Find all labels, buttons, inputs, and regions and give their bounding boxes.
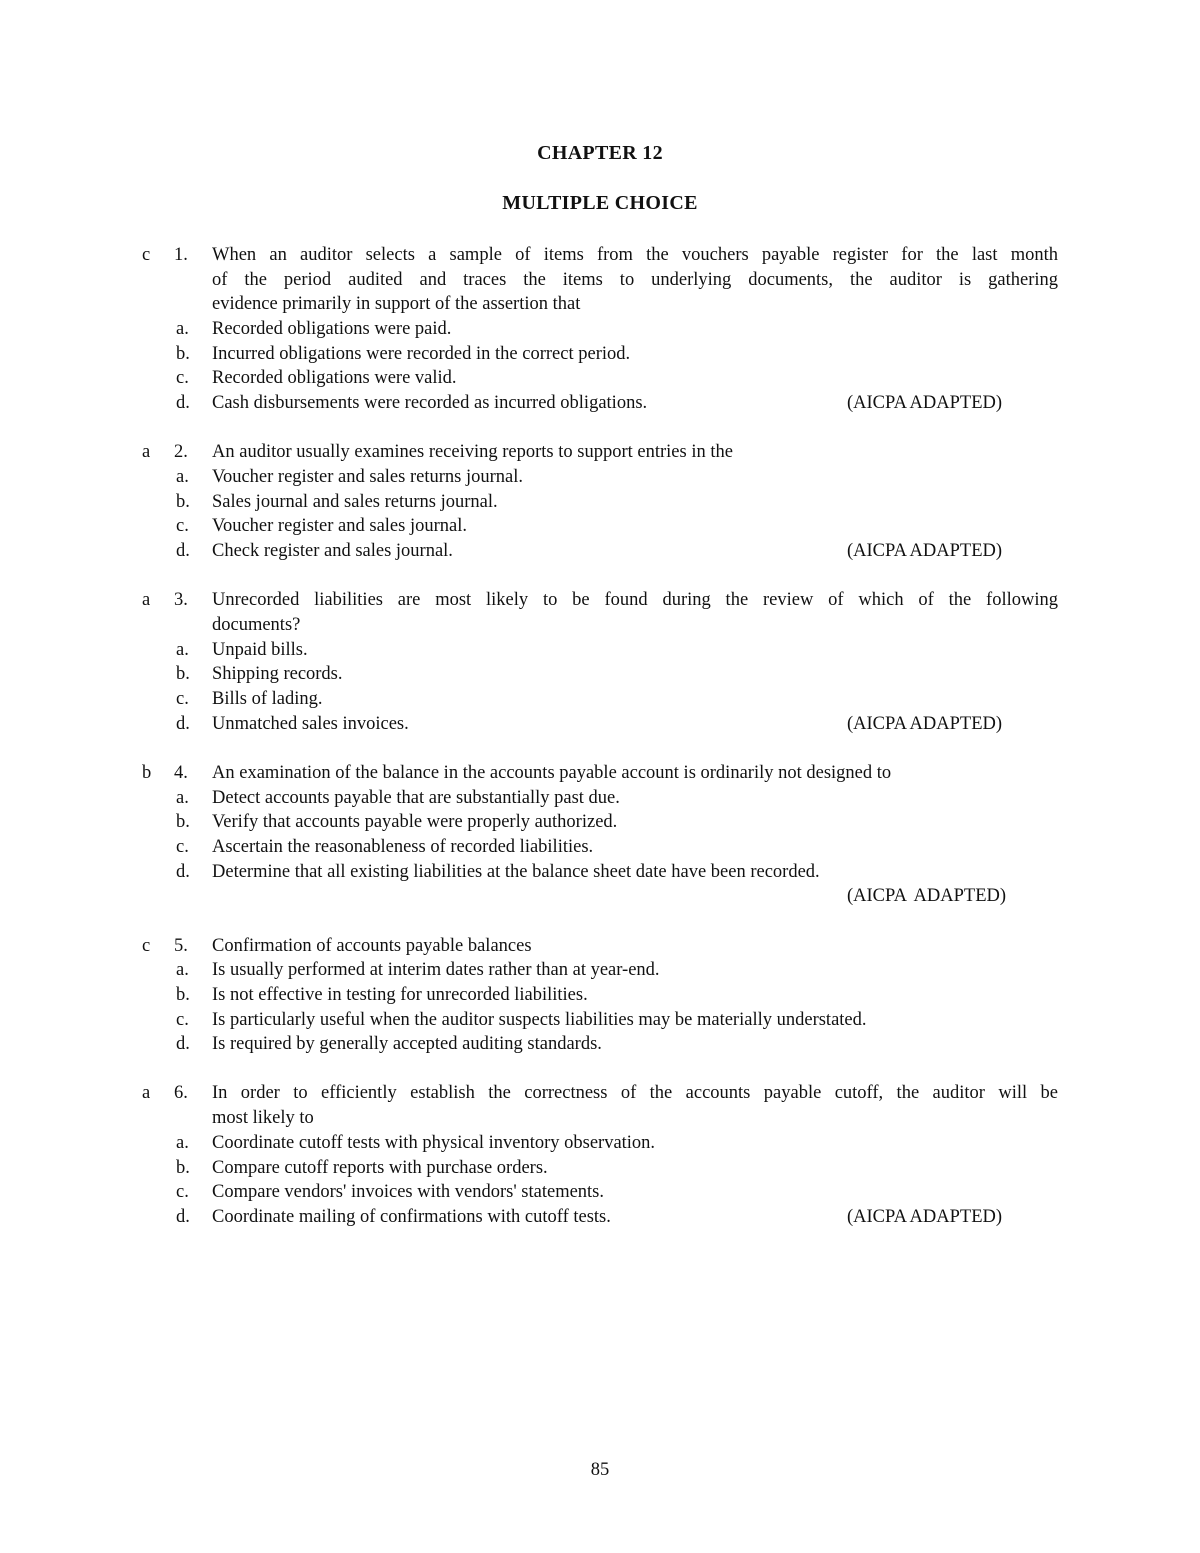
question-stem-text: evidence primarily in support of the assertion that xyxy=(212,294,581,315)
option-text: Voucher register and sales journal. xyxy=(212,516,467,537)
option-text: Incurred obligations were recorded in the correct period. xyxy=(212,343,631,364)
source-note: (AICPA ADAPTED) xyxy=(847,393,1003,414)
option-text: Voucher register and sales returns journal. xyxy=(212,467,523,487)
option-text: Coordinate cutoff tests with physical inventory observation. xyxy=(212,1132,656,1153)
option-letter: c. xyxy=(176,689,189,709)
question-stem-line xyxy=(0,1106,1200,1131)
question-stem-line xyxy=(0,613,1200,638)
answer-key: a xyxy=(142,590,151,611)
option-row xyxy=(0,342,1200,367)
option-letter: c. xyxy=(176,1009,189,1030)
question-item xyxy=(0,588,1200,736)
question-number: 5. xyxy=(174,935,188,956)
option-letter: c. xyxy=(176,1182,189,1203)
option-letter: d. xyxy=(176,1206,190,1227)
option-text: Sales journal and sales returns journal. xyxy=(212,491,498,512)
question-stem-line xyxy=(0,292,1200,317)
question-stem-line xyxy=(0,588,1200,613)
option-letter: c. xyxy=(176,836,189,857)
question-stem-text: documents? xyxy=(212,614,301,635)
question-stem-text: When an auditor selects a sample of items from the vouchers payable register for the last month xyxy=(212,245,1058,265)
question-number: 4. xyxy=(174,762,188,783)
option-row xyxy=(0,983,1200,1008)
answer-key: c xyxy=(142,935,151,956)
question-stem-line xyxy=(0,440,1200,465)
option-text: Recorded obligations were valid. xyxy=(212,368,457,389)
option-row xyxy=(0,712,1200,737)
option-letter: d. xyxy=(176,1034,190,1055)
option-text: Is usually performed at interim dates rather than at year-end. xyxy=(212,960,660,981)
option-row xyxy=(0,1205,1200,1230)
question-stem-text: In order to efficiently establish the correctness of the accounts payable cutoff, the auditor will be xyxy=(212,1083,1058,1104)
option-row xyxy=(0,1180,1200,1205)
option-letter: b. xyxy=(176,1157,190,1178)
option-text: Compare cutoff reports with purchase orders. xyxy=(212,1157,548,1178)
option-letter: d. xyxy=(176,393,190,414)
option-text: Verify that accounts payable were properly authorized. xyxy=(212,812,618,833)
question-list xyxy=(0,243,1200,1254)
option-letter: c. xyxy=(176,368,189,389)
question-item xyxy=(0,243,1200,416)
option-row xyxy=(0,514,1200,539)
question-stem-text: An examination of the balance in the accounts payable account is ordinarily not designed to xyxy=(212,762,892,783)
option-text: Determine that all existing liabilities at the balance sheet date have been recorded. xyxy=(212,861,820,882)
question-item xyxy=(0,1081,1200,1229)
option-row xyxy=(0,1156,1200,1181)
option-text: Cash disbursements were recorded as incurred obligations. xyxy=(212,393,648,414)
source-note: (AICPA ADAPTED) xyxy=(847,886,1007,907)
question-item xyxy=(0,761,1200,909)
answer-key: c xyxy=(142,245,151,265)
option-letter: c. xyxy=(176,516,189,537)
option-row xyxy=(0,391,1200,416)
option-letter: b. xyxy=(176,664,190,685)
option-text: Recorded obligations were paid. xyxy=(212,319,452,340)
question-item xyxy=(0,934,1200,1057)
option-letter: a. xyxy=(176,1132,189,1153)
option-text: Unmatched sales invoices. xyxy=(212,713,409,734)
source-row xyxy=(0,884,1200,909)
question-stem-text: most likely to xyxy=(212,1108,314,1129)
answer-key: a xyxy=(142,442,151,463)
option-letter: b. xyxy=(176,491,190,512)
option-text: Check register and sales journal. xyxy=(212,541,453,562)
option-text: Detect accounts payable that are substantially past due. xyxy=(212,787,620,808)
question-stem-line xyxy=(0,934,1200,959)
question-stem-line xyxy=(0,761,1200,786)
source-note: (AICPA ADAPTED) xyxy=(847,713,1003,734)
option-letter: b. xyxy=(176,984,190,1005)
option-letter: a. xyxy=(176,960,189,981)
question-stem-text: Confirmation of accounts payable balances xyxy=(212,935,532,956)
option-letter: b. xyxy=(176,812,190,833)
option-letter: b. xyxy=(176,343,190,364)
option-row xyxy=(0,1131,1200,1156)
option-text: Compare vendors' invoices with vendors' statements. xyxy=(212,1182,605,1203)
option-row xyxy=(0,317,1200,342)
question-stem-line xyxy=(0,1081,1200,1106)
option-text: Coordinate mailing of confirmations with cutoff tests. xyxy=(212,1206,611,1227)
option-letter: a. xyxy=(176,467,189,487)
question-stem-text: Unrecorded liabilities are most likely to be found during the review of which of the following xyxy=(212,590,1058,611)
question-stem-line xyxy=(0,268,1200,293)
section-title: MULTIPLE CHOICE xyxy=(502,192,698,214)
option-row xyxy=(0,539,1200,564)
option-text: Shipping records. xyxy=(212,664,343,685)
answer-key: b xyxy=(142,762,152,783)
option-text: Is not effective in testing for unrecorded liabilities. xyxy=(212,984,588,1005)
question-number: 6. xyxy=(174,1083,188,1104)
option-row xyxy=(0,366,1200,391)
answer-key: a xyxy=(142,1083,151,1104)
page-number: 85 xyxy=(590,1460,610,1480)
option-letter: a. xyxy=(176,787,189,808)
option-letter: d. xyxy=(176,713,190,734)
option-row xyxy=(0,786,1200,811)
option-text: Is particularly useful when the auditor suspects liabilities may be materially understated. xyxy=(212,1009,867,1030)
question-stem-text: An auditor usually examines receiving reports to support entries in the xyxy=(212,442,733,463)
source-note: (AICPA ADAPTED) xyxy=(847,1206,1003,1227)
option-row xyxy=(0,860,1200,885)
option-text: Ascertain the reasonableness of recorded liabilities. xyxy=(212,836,594,857)
option-row xyxy=(0,1008,1200,1033)
option-text: Unpaid bills. xyxy=(212,639,308,660)
option-row xyxy=(0,638,1200,663)
question-number: 2. xyxy=(174,442,188,463)
question-number: 1. xyxy=(174,245,188,265)
option-text: Bills of lading. xyxy=(212,689,323,709)
option-row xyxy=(0,687,1200,712)
option-row xyxy=(0,835,1200,860)
option-row xyxy=(0,958,1200,983)
option-letter: d. xyxy=(176,541,190,562)
option-letter: a. xyxy=(176,319,189,340)
option-row xyxy=(0,810,1200,835)
source-note: (AICPA ADAPTED) xyxy=(847,541,1003,562)
question-number: 3. xyxy=(174,590,188,611)
question-stem-text: of the period audited and traces the items to underlying documents, the auditor is gathering xyxy=(212,269,1058,290)
option-row xyxy=(0,490,1200,515)
chapter-title: CHAPTER 12 xyxy=(537,142,663,164)
option-text: Is required by generally accepted auditing standards. xyxy=(212,1034,602,1055)
option-letter: d. xyxy=(176,861,190,882)
option-letter: a. xyxy=(176,639,189,660)
option-row xyxy=(0,1032,1200,1057)
question-stem-line xyxy=(0,243,1200,268)
option-row xyxy=(0,662,1200,687)
option-row xyxy=(0,465,1200,490)
question-item xyxy=(0,440,1200,563)
